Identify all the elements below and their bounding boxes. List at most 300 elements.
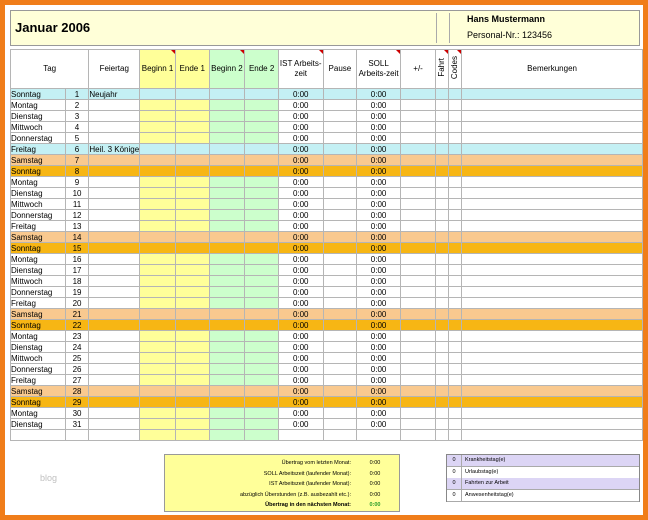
beginn2-cell[interactable] [209, 331, 245, 342]
table-row [11, 254, 643, 265]
date-cell: 26 [65, 364, 89, 375]
fahrt-cell[interactable] [436, 232, 449, 243]
ende1-cell[interactable] [175, 342, 209, 353]
codes-cell[interactable] [449, 375, 462, 386]
ende2-cell[interactable] [245, 276, 279, 287]
codes-cell[interactable] [449, 188, 462, 199]
beginn2-cell[interactable] [209, 177, 245, 188]
beginn1-cell[interactable] [140, 133, 176, 144]
ende2-cell[interactable] [245, 419, 279, 430]
day-cell: Samstag [11, 386, 66, 397]
ist-cell: 0:00 [278, 298, 323, 309]
codes-cell[interactable] [449, 419, 462, 430]
table-row [11, 364, 643, 375]
beginn1-cell[interactable] [140, 221, 176, 232]
ende1-cell[interactable] [175, 353, 209, 364]
day-cell: Dienstag [11, 265, 66, 276]
bemerkung-cell[interactable] [462, 232, 643, 243]
ende2-cell[interactable] [245, 408, 279, 419]
beginn2-cell[interactable] [209, 199, 245, 210]
beginn2-cell[interactable] [209, 287, 245, 298]
beginn1-cell[interactable] [140, 243, 176, 254]
codes-cell[interactable] [449, 89, 462, 100]
codes-cell[interactable] [449, 199, 462, 210]
soll-cell: 0:00 [357, 287, 401, 298]
bemerkung-cell[interactable] [462, 265, 643, 276]
bemerkung-cell[interactable] [462, 397, 643, 408]
pause-cell[interactable] [323, 210, 357, 221]
ende1-cell[interactable] [175, 243, 209, 254]
fahrt-cell[interactable] [436, 287, 449, 298]
beginn1-cell[interactable] [140, 265, 176, 276]
codes-cell[interactable] [449, 177, 462, 188]
pause-cell[interactable] [323, 375, 357, 386]
bemerkung-cell[interactable] [462, 210, 643, 221]
col-header-bemerkungen: Bemerkungen [462, 50, 643, 89]
plusminus-cell [400, 243, 435, 254]
plusminus-cell [400, 386, 435, 397]
pause-cell[interactable] [323, 364, 357, 375]
pause-cell[interactable] [323, 111, 357, 122]
day-cell: Montag [11, 177, 66, 188]
ende2-cell[interactable] [245, 232, 279, 243]
codes-cell[interactable] [449, 100, 462, 111]
pause-cell[interactable] [323, 298, 357, 309]
beginn1-cell[interactable] [140, 353, 176, 364]
fahrt-cell[interactable] [436, 331, 449, 342]
ist-cell: 0:00 [278, 221, 323, 232]
beginn2-cell[interactable] [209, 133, 245, 144]
pause-cell[interactable] [323, 133, 357, 144]
pause-cell[interactable] [323, 254, 357, 265]
codes-cell[interactable] [449, 331, 462, 342]
fahrt-cell[interactable] [436, 298, 449, 309]
ende1-cell[interactable] [175, 364, 209, 375]
ende1-cell[interactable] [175, 276, 209, 287]
date-cell: 7 [65, 155, 89, 166]
codes-cell[interactable] [449, 309, 462, 320]
pause-cell[interactable] [323, 309, 357, 320]
ende2-cell[interactable] [245, 144, 279, 155]
fahrt-cell[interactable] [436, 199, 449, 210]
fahrt-cell[interactable] [436, 276, 449, 287]
ende2-cell[interactable] [245, 364, 279, 375]
beginn2-cell[interactable] [209, 243, 245, 254]
ende1-cell[interactable] [175, 298, 209, 309]
fahrt-cell[interactable] [436, 419, 449, 430]
pause-cell[interactable] [323, 419, 357, 430]
pause-cell[interactable] [323, 243, 357, 254]
bemerkung-cell[interactable] [462, 342, 643, 353]
date-cell: 8 [65, 166, 89, 177]
beginn2-cell[interactable] [209, 342, 245, 353]
codes-cell[interactable] [449, 221, 462, 232]
beginn2-cell[interactable] [209, 320, 245, 331]
bemerkung-cell[interactable] [462, 364, 643, 375]
ist-cell: 0:00 [278, 133, 323, 144]
ende1-cell[interactable] [175, 133, 209, 144]
beginn2-cell[interactable] [209, 111, 245, 122]
codes-cell[interactable] [449, 133, 462, 144]
ende1-cell[interactable] [175, 254, 209, 265]
beginn1-cell[interactable] [140, 342, 176, 353]
pause-cell[interactable] [323, 386, 357, 397]
pause-cell[interactable] [323, 177, 357, 188]
beginn2-cell[interactable] [209, 210, 245, 221]
codes-cell[interactable] [449, 276, 462, 287]
ende2-cell[interactable] [245, 199, 279, 210]
ende2-cell[interactable] [245, 375, 279, 386]
pause-cell[interactable] [323, 89, 357, 100]
bemerkung-cell[interactable] [462, 276, 643, 287]
personal-number[interactable]: Personal-Nr.: 123456 [467, 30, 553, 40]
ende1-cell[interactable] [175, 309, 209, 320]
beginn1-cell[interactable] [140, 364, 176, 375]
codes-cell[interactable] [449, 144, 462, 155]
pause-cell[interactable] [323, 397, 357, 408]
ende2-cell[interactable] [245, 287, 279, 298]
pause-cell[interactable] [323, 320, 357, 331]
beginn2-cell[interactable] [209, 309, 245, 320]
bemerkung-cell[interactable] [462, 177, 643, 188]
beginn1-cell[interactable] [140, 386, 176, 397]
codes-cell[interactable] [449, 397, 462, 408]
pause-cell[interactable] [323, 155, 357, 166]
beginn2-cell[interactable] [209, 276, 245, 287]
codes-cell[interactable] [449, 166, 462, 177]
codes-cell[interactable] [449, 243, 462, 254]
ende2-cell[interactable] [245, 210, 279, 221]
day-cell: Montag [11, 254, 66, 265]
bemerkung-cell[interactable] [462, 298, 643, 309]
pause-cell[interactable] [323, 331, 357, 342]
ende1-cell[interactable] [175, 210, 209, 221]
fahrt-cell[interactable] [436, 364, 449, 375]
beginn1-cell[interactable] [140, 100, 176, 111]
bemerkung-cell[interactable] [462, 144, 643, 155]
ende1-cell[interactable] [175, 111, 209, 122]
beginn2-cell[interactable] [209, 254, 245, 265]
ende1-cell[interactable] [175, 232, 209, 243]
beginn1-cell[interactable] [140, 320, 176, 331]
ende1-cell[interactable] [175, 166, 209, 177]
pause-cell[interactable] [323, 232, 357, 243]
ende2-cell[interactable] [245, 243, 279, 254]
codes-cell[interactable] [449, 408, 462, 419]
bemerkung-cell[interactable] [462, 243, 643, 254]
ende1-cell[interactable] [175, 408, 209, 419]
ende1-cell[interactable] [175, 155, 209, 166]
beginn1-cell[interactable] [140, 89, 176, 100]
bemerkung-cell[interactable] [462, 353, 643, 364]
holiday-cell [89, 320, 140, 331]
ist-cell: 0:00 [278, 353, 323, 364]
beginn2-cell[interactable] [209, 397, 245, 408]
fahrt-cell[interactable] [436, 166, 449, 177]
ende2-cell[interactable] [245, 353, 279, 364]
beginn2-cell[interactable] [209, 188, 245, 199]
pause-cell[interactable] [323, 221, 357, 232]
fahrt-cell[interactable] [436, 386, 449, 397]
beginn2-cell[interactable] [209, 353, 245, 364]
pause-cell[interactable] [323, 276, 357, 287]
ende2-cell[interactable] [245, 133, 279, 144]
beginn1-cell[interactable] [140, 199, 176, 210]
ende2-cell[interactable] [245, 221, 279, 232]
bemerkung-cell[interactable] [462, 166, 643, 177]
bemerkung-cell[interactable] [462, 188, 643, 199]
ende1-cell[interactable] [175, 89, 209, 100]
day-cell: Sonntag [11, 397, 66, 408]
bemerkung-cell[interactable] [462, 155, 643, 166]
employee-name[interactable]: Hans Mustermann [467, 14, 546, 24]
table-row [11, 133, 643, 144]
beginn2-cell[interactable] [209, 144, 245, 155]
bemerkung-cell[interactable] [462, 419, 643, 430]
soll-cell: 0:00 [357, 397, 401, 408]
fahrt-cell[interactable] [436, 89, 449, 100]
pause-cell[interactable] [323, 408, 357, 419]
ende2-cell[interactable] [245, 177, 279, 188]
fahrt-cell[interactable] [436, 133, 449, 144]
beginn2-cell[interactable] [209, 100, 245, 111]
ende1-cell[interactable] [175, 386, 209, 397]
fahrt-cell[interactable] [436, 353, 449, 364]
ende2-cell[interactable] [245, 397, 279, 408]
ende1-cell[interactable] [175, 397, 209, 408]
ende2-cell[interactable] [245, 331, 279, 342]
fahrt-cell[interactable] [436, 320, 449, 331]
fahrt-cell[interactable] [436, 397, 449, 408]
ende2-cell[interactable] [245, 254, 279, 265]
col-header-plusminus: +/- [400, 50, 435, 89]
fahrt-cell[interactable] [436, 122, 449, 133]
ende2-cell[interactable] [245, 166, 279, 177]
bemerkung-cell[interactable] [462, 221, 643, 232]
date-cell: 16 [65, 254, 89, 265]
fahrt-cell[interactable] [436, 408, 449, 419]
ende1-cell[interactable] [175, 177, 209, 188]
bemerkung-cell[interactable] [462, 386, 643, 397]
pause-cell[interactable] [323, 265, 357, 276]
beginn2-cell[interactable] [209, 364, 245, 375]
plusminus-cell [400, 287, 435, 298]
day-cell: Sonntag [11, 89, 66, 100]
plusminus-cell [400, 111, 435, 122]
date-cell: 18 [65, 276, 89, 287]
bemerkung-cell[interactable] [462, 408, 643, 419]
holiday-cell [89, 408, 140, 419]
ist-cell: 0:00 [278, 177, 323, 188]
ende1-cell[interactable] [175, 375, 209, 386]
codes-cell[interactable] [449, 342, 462, 353]
fahrt-cell[interactable] [436, 188, 449, 199]
beginn2-cell[interactable] [209, 265, 245, 276]
codes-cell[interactable] [449, 364, 462, 375]
codes-cell[interactable] [449, 155, 462, 166]
beginn2-cell[interactable] [209, 155, 245, 166]
bemerkung-cell[interactable] [462, 331, 643, 342]
beginn1-cell[interactable] [140, 375, 176, 386]
codes-cell[interactable] [449, 111, 462, 122]
table-row [11, 122, 643, 133]
ende1-cell[interactable] [175, 419, 209, 430]
codes-cell[interactable] [449, 254, 462, 265]
pause-cell[interactable] [323, 122, 357, 133]
ende1-cell[interactable] [175, 287, 209, 298]
beginn1-cell[interactable] [140, 276, 176, 287]
ende2-cell[interactable] [245, 155, 279, 166]
codes-cell[interactable] [449, 122, 462, 133]
fahrt-cell[interactable] [436, 309, 449, 320]
beginn1-cell[interactable] [140, 298, 176, 309]
ist-cell: 0:00 [278, 122, 323, 133]
pause-cell[interactable] [323, 353, 357, 364]
day-cell: Sonntag [11, 243, 66, 254]
ende1-cell[interactable] [175, 199, 209, 210]
ende2-cell[interactable] [245, 89, 279, 100]
beginn1-cell[interactable] [140, 419, 176, 430]
beginn1-cell[interactable] [140, 177, 176, 188]
plusminus-cell [400, 342, 435, 353]
beginn2-cell[interactable] [209, 221, 245, 232]
beginn2-cell[interactable] [209, 408, 245, 419]
ende2-cell[interactable] [245, 342, 279, 353]
beginn2-cell[interactable] [209, 386, 245, 397]
codes-cell[interactable] [449, 210, 462, 221]
beginn1-cell[interactable] [140, 210, 176, 221]
pause-cell[interactable] [323, 188, 357, 199]
ende1-cell[interactable] [175, 221, 209, 232]
beginn2-cell[interactable] [209, 375, 245, 386]
fahrt-cell[interactable] [436, 254, 449, 265]
codes-cell[interactable] [449, 298, 462, 309]
date-cell: 24 [65, 342, 89, 353]
ist-cell: 0:00 [278, 89, 323, 100]
beginn2-cell[interactable] [209, 232, 245, 243]
summary-row [165, 469, 399, 479]
holiday-cell [89, 276, 140, 287]
soll-cell: 0:00 [357, 353, 401, 364]
beginn2-cell[interactable] [209, 419, 245, 430]
fahrt-cell[interactable] [436, 221, 449, 232]
legend-count: 0 [447, 455, 462, 466]
bemerkung-cell[interactable] [462, 375, 643, 386]
fahrt-cell[interactable] [436, 342, 449, 353]
codes-cell[interactable] [449, 353, 462, 364]
beginn1-cell[interactable] [140, 254, 176, 265]
pause-cell[interactable] [323, 166, 357, 177]
soll-cell: 0:00 [357, 364, 401, 375]
fahrt-cell[interactable] [436, 210, 449, 221]
beginn1-cell[interactable] [140, 188, 176, 199]
ende2-cell[interactable] [245, 265, 279, 276]
bemerkung-cell[interactable] [462, 254, 643, 265]
ende2-cell[interactable] [245, 122, 279, 133]
ende2-cell[interactable] [245, 111, 279, 122]
beginn1-cell[interactable] [140, 166, 176, 177]
ende2-cell[interactable] [245, 100, 279, 111]
table-row [11, 386, 643, 397]
bemerkung-cell[interactable] [462, 89, 643, 100]
summary-label: abzüglich Überstunden (z.B. ausbezahlt etc.): [240, 491, 351, 498]
ende1-cell[interactable] [175, 144, 209, 155]
beginn1-cell[interactable] [140, 287, 176, 298]
pause-cell[interactable] [323, 342, 357, 353]
plusminus-cell [400, 221, 435, 232]
ende2-cell[interactable] [245, 309, 279, 320]
beginn1-cell[interactable] [140, 331, 176, 342]
bemerkung-cell[interactable] [462, 122, 643, 133]
fahrt-cell[interactable] [436, 144, 449, 155]
beginn2-cell[interactable] [209, 89, 245, 100]
codes-cell[interactable] [449, 386, 462, 397]
legend-label: Fahrten zur Arbeit [465, 480, 509, 486]
codes-cell[interactable] [449, 232, 462, 243]
fahrt-cell[interactable] [436, 375, 449, 386]
fahrt-cell[interactable] [436, 265, 449, 276]
codes-cell[interactable] [449, 287, 462, 298]
bemerkung-cell[interactable] [462, 309, 643, 320]
pause-cell[interactable] [323, 144, 357, 155]
beginn1-cell[interactable] [140, 144, 176, 155]
beginn1-cell[interactable] [140, 122, 176, 133]
ende1-cell[interactable] [175, 188, 209, 199]
ende1-cell[interactable] [175, 265, 209, 276]
ende1-cell[interactable] [175, 122, 209, 133]
beginn2-cell[interactable] [209, 298, 245, 309]
beginn2-cell[interactable] [209, 166, 245, 177]
table-row [11, 166, 643, 177]
fahrt-cell[interactable] [436, 155, 449, 166]
bemerkung-cell[interactable] [462, 111, 643, 122]
beginn1-cell[interactable] [140, 111, 176, 122]
beginn1-cell[interactable] [140, 408, 176, 419]
ende1-cell[interactable] [175, 320, 209, 331]
ende2-cell[interactable] [245, 298, 279, 309]
day-cell: Donnerstag [11, 210, 66, 221]
beginn1-cell[interactable] [140, 232, 176, 243]
bemerkung-cell[interactable] [462, 100, 643, 111]
pause-cell[interactable] [323, 100, 357, 111]
bemerkung-cell[interactable] [462, 199, 643, 210]
beginn1-cell[interactable] [140, 155, 176, 166]
fahrt-cell[interactable] [436, 100, 449, 111]
ende2-cell[interactable] [245, 386, 279, 397]
bemerkung-cell[interactable] [462, 287, 643, 298]
pause-cell[interactable] [323, 199, 357, 210]
bemerkung-cell[interactable] [462, 133, 643, 144]
beginn1-cell[interactable] [140, 397, 176, 408]
soll-cell: 0:00 [357, 89, 401, 100]
codes-cell[interactable] [449, 265, 462, 276]
beginn2-cell[interactable] [209, 122, 245, 133]
bemerkung-cell[interactable] [462, 320, 643, 331]
soll-cell: 0:00 [357, 309, 401, 320]
day-cell: Freitag [11, 298, 66, 309]
summary-box [164, 454, 400, 512]
fahrt-cell[interactable] [436, 243, 449, 254]
ende1-cell[interactable] [175, 331, 209, 342]
fahrt-cell[interactable] [436, 111, 449, 122]
codes-cell[interactable] [449, 320, 462, 331]
pause-cell[interactable] [323, 287, 357, 298]
ende2-cell[interactable] [245, 320, 279, 331]
fahrt-cell[interactable] [436, 177, 449, 188]
ende1-cell[interactable] [175, 100, 209, 111]
beginn1-cell[interactable] [140, 309, 176, 320]
ende2-cell[interactable] [245, 188, 279, 199]
